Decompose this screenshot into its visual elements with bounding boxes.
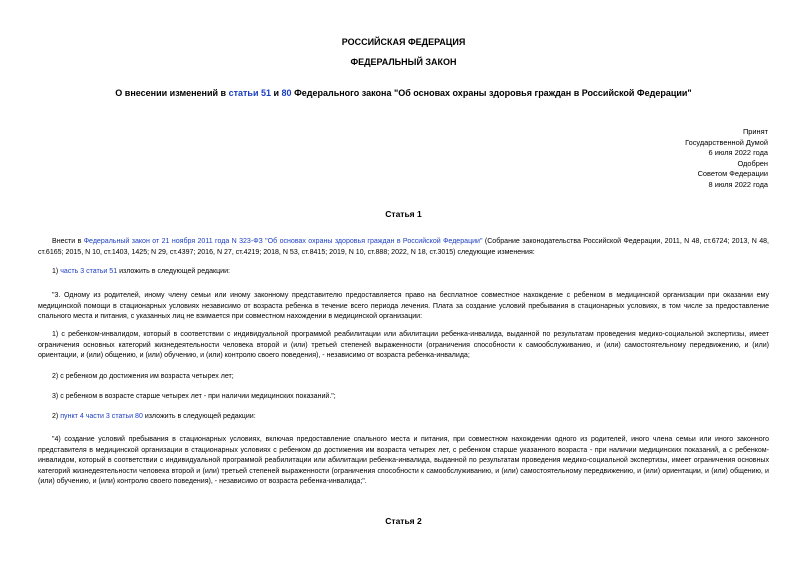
link-article-51[interactable]: статьи 51 [228, 88, 271, 98]
link-point-4-part-3-article-80[interactable]: пункт 4 части 3 статьи 80 [60, 413, 143, 420]
adoption-line: Государственной Думой [685, 137, 768, 147]
sub-item-1 [38, 330, 769, 362]
country-heading: РОССИЙСКАЯ ФЕДЕРАЦИЯ [341, 37, 466, 47]
intro-prefix: Внести в [52, 238, 84, 245]
law-title-suffix: Федерального закона "Об основах охраны здоровья граждан в Российской Федерации" [291, 88, 692, 98]
adoption-line: Принят [742, 127, 768, 136]
quote-part-3 [38, 291, 769, 323]
law-type-heading: ФЕДЕРАЛЬНЫЙ ЗАКОН [350, 57, 457, 67]
item-1-prefix: 1) [52, 268, 61, 275]
law-title-and: и [271, 88, 282, 98]
link-article-80[interactable]: 80 [281, 88, 292, 98]
intro-suffix: (Собрание законодательства Российской Федерации, 2011, N 48, ст.6724; 2013, N 48, ст.6165; 2015, N 10, ст.1403, 1425; N 29, ст.4397; 2016, N 27, ст.4219; 2018, N 53, ст.8415; 2019, N 10, ст.888; 2022, N 18, ст.3015) следующие изменения: [38, 238, 769, 256]
link-part-3-article-51[interactable]: часть 3 статьи 51 [60, 268, 118, 275]
article-1-intro [38, 237, 769, 258]
link-federal-law-323[interactable]: Федеральный закон от 21 ноября 2011 года N 323-ФЗ "Об основах охраны здоровья граждан в Российской Федерации" [83, 238, 483, 245]
amendment-item-2 [38, 412, 769, 423]
amendment-item-1 [38, 267, 769, 278]
quote-point-4 [38, 435, 769, 488]
quote-point-4-text: "4) создание условий пребывания в стационарных условиях, включая предоставление спального места и питания, при совместном нахождении одного из родителей, иного члена семьи или иного законного представителя в медицинской организации в стационарных условиях с ребенком до достижения им возраста четырех лет, с ребенком старше указанного возраста - при наличии медицинских показаний, а с ребенком-инвалидом, который в соответствии с индивидуальной программой реабилитации или абилитации ребенка-инвалида, выданной по результатам проведения медико-социальной экспертизы, имеет ограничения основных категорий жизнедеятельности человека второй и (или) третьей степеней выраженности (ограничения способности к самообслуживанию, и (или) самостоятельному передвижению, и (или) ориентации, и (или) общению, и (или) обучению, и (или) контролю своего поведения), - независимо от возраста ребенка-инвалида;". [38, 436, 769, 486]
sub-item-2 [38, 372, 769, 383]
adoption-line: 6 июля 2022 года [708, 148, 768, 158]
item-1-suffix: изложить в следующей редакции: [117, 268, 230, 275]
sub-item-1-text: 1) с ребенком-инвалидом, который в соответствии с индивидуальной программой реабилитации или абилитации ребенка-инвалида, выданной по результатам проведения медико-социальной экспертизы, имеет ограничения основных категорий жизнедеятельности человека второй и (или) третьей степеней выраженности (ограничения способности к самообслуживанию, и (или) самостоятельному передвижению, и (или) ориентации, и (или) общению, и (или) обучению, и (или) контролю своего поведения), - независимо от возраста ребенка-инвалида; [38, 331, 769, 360]
sub-item-2-text: 2) с ребенком до достижения им возраста четырех лет; [52, 373, 234, 380]
article-2-heading: Статья 2 [385, 516, 422, 526]
item-2-suffix: изложить в следующей редакции: [142, 413, 256, 420]
item-2-prefix: 2) [52, 413, 61, 420]
law-title [0, 88, 807, 99]
quote-part-3-text: "3. Одному из родителей, иному члену семьи или иному законному представителю предоставляется право на бесплатное совместное нахождение с ребенком в медицинской организации при оказании ему медицинской помощи в стационарных условиях независимо от возраста ребенка в течение всего периода лечения. Плата за создание условий пребывания в стационарных условиях, в том числе за предоставление спального места и питания, с указанных лиц не взимается при совместном нахождении в медицинской организации: [38, 292, 769, 321]
adoption-line: Одобрен [737, 158, 768, 168]
article-1-heading: Статья 1 [385, 209, 422, 219]
adoption-block [568, 127, 768, 191]
sub-item-3-text: 3) с ребенком в возрасте старше четырех лет - при наличии медицинских показаний."; [52, 393, 336, 400]
law-title-prefix: О внесении изменений в [115, 88, 229, 98]
adoption-line: 8 июля 2022 года [708, 179, 768, 189]
sub-item-3 [38, 392, 769, 403]
adoption-line: Советом Федерации [697, 169, 768, 179]
